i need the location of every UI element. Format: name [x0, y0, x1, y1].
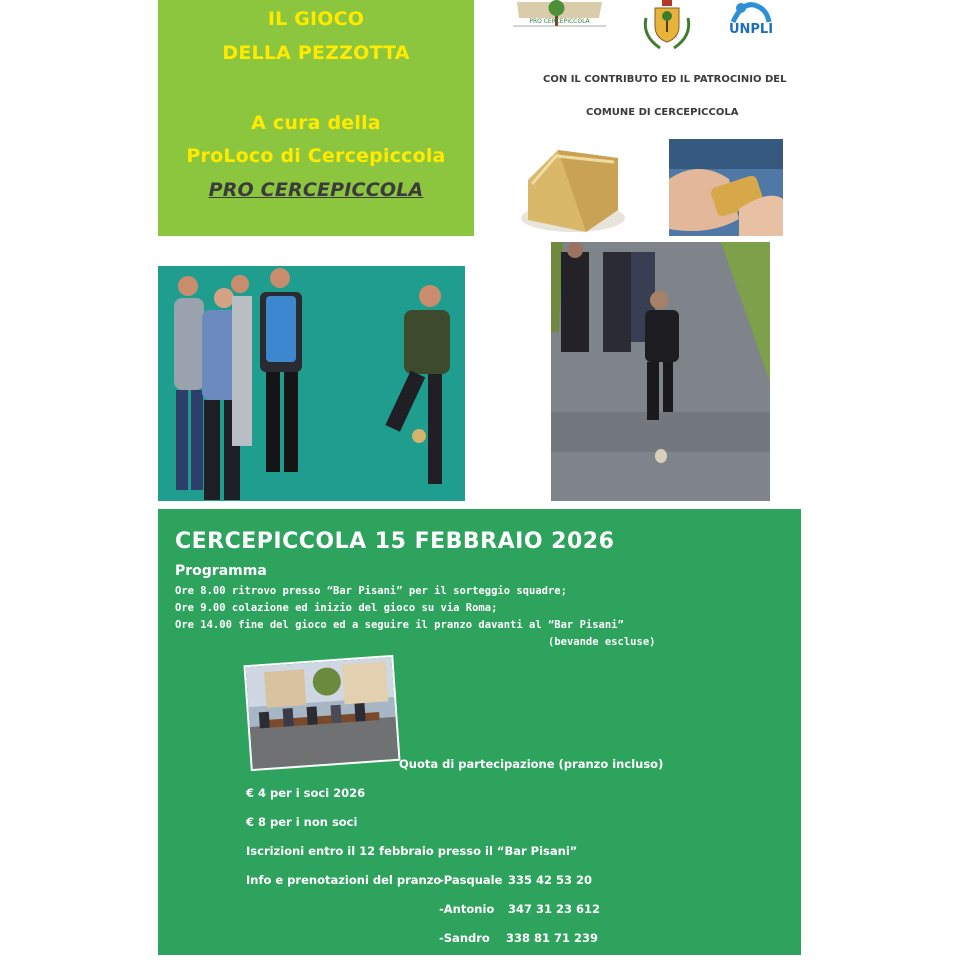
event-info-panel	[158, 509, 801, 955]
title-panel	[158, 0, 474, 236]
info-label: Info e prenotazioni del pranzo	[246, 873, 442, 887]
players-photo	[158, 266, 465, 501]
title-line-2: DELLA PEZZOTTA	[222, 42, 410, 64]
sponsor-line-1: CON IL CONTRIBUTO ED IL PATROCINIO DEL	[543, 74, 787, 85]
cheese-photo	[518, 140, 628, 236]
organizer-name: PRO CERCEPICCOLA	[208, 179, 424, 201]
municipal-crest-icon	[638, 0, 696, 52]
title-line-1: IL GIOCO	[267, 8, 365, 30]
hands-cheese-photo	[669, 139, 783, 236]
organizer-line-1: A cura della	[251, 112, 381, 134]
program-line-1: Ore 8.00 ritrovo presso “Bar Pisani” per il sorteggio squadre;	[175, 585, 567, 597]
contact-name-1: -Pasquale	[439, 873, 503, 887]
contact-phone-3: 338 81 71 239	[506, 931, 599, 945]
quota-title: Quota di partecipazione (pranzo incluso)	[399, 757, 664, 771]
contact-name-2: -Antonio	[439, 902, 495, 916]
price-soci: € 4 per i soci 2026	[246, 786, 366, 800]
lunch-photo	[243, 655, 400, 771]
registration-deadline: Iscrizioni entro il 12 febbraio presso il “Bar Pisani”	[246, 844, 578, 858]
sponsor-line-2: COMUNE DI CERCEPICCOLA	[586, 107, 739, 118]
road-game-photo	[551, 242, 770, 501]
unpli-text: UNPLI	[728, 22, 774, 37]
unpli-logo	[725, 0, 777, 48]
proloco-logo	[513, 0, 606, 30]
proloco-caption: PRO CERCEPICCOLA	[529, 18, 590, 25]
program-line-4: (bevande escluse)	[548, 636, 656, 648]
program-line-3: Ore 14.00 fine del gioco ed a seguire il pranzo davanti al “Bar Pisani”	[175, 619, 624, 631]
price-non-soci: € 8 per i non soci	[246, 815, 358, 829]
event-heading: CERCEPICCOLA 15 FEBBRAIO 2026	[175, 529, 615, 554]
contact-phone-2: 347 31 23 612	[508, 902, 601, 916]
contact-phone-1: 335 42 53 20	[508, 873, 593, 887]
program-line-2: Ore 9.00 colazione ed inizio del gioco su via Roma;	[175, 602, 498, 614]
contact-name-3: -Sandro	[439, 931, 490, 945]
organizer-line-2: ProLoco di Cercepiccola	[186, 145, 446, 167]
program-title: Programma	[175, 563, 267, 579]
